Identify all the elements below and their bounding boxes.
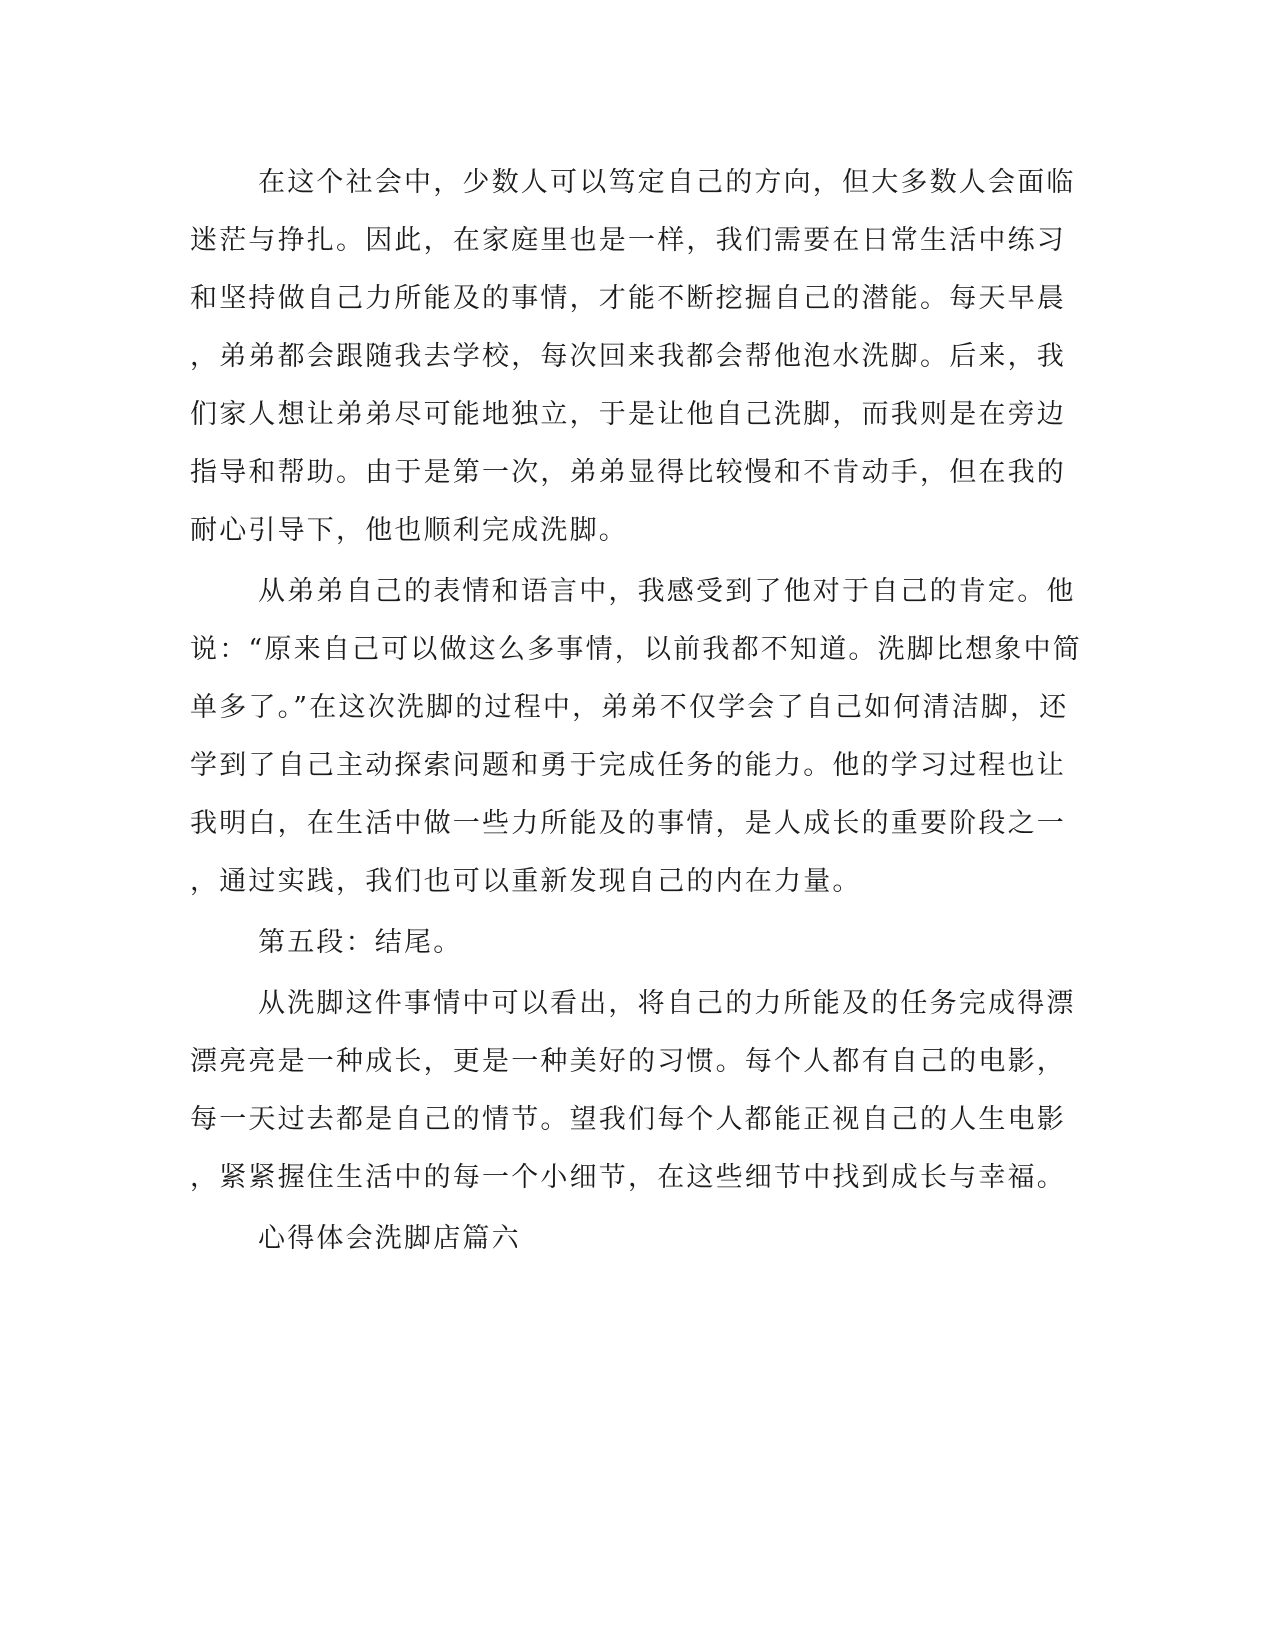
paragraph-1-line-7: 耐心引导下，他也顺利完成洗脚。 xyxy=(190,515,628,546)
paragraph-3-line-4: ，紧紧握住生活中的每一个小细节，在这些细节中找到成长与幸福。 xyxy=(190,1162,1066,1193)
paragraph-2-line-6: ，通过实践，我们也可以重新发现自己的内在力量。 xyxy=(190,866,862,897)
paragraph-1-line-4: ，弟弟都会跟随我去学校，每次回来我都会帮他泡水洗脚。后来，我 xyxy=(190,341,1066,372)
paragraph-3-line-2: 漂亮亮是一种成长，更是一种美好的习惯。每个人都有自己的电影， xyxy=(190,1046,1066,1077)
paragraph-1-line-2: 迷茫与挣扎。因此，在家庭里也是一样，我们需要在日常生活中练习 xyxy=(190,225,1066,256)
paragraph-3-line-1: 从洗脚这件事情中可以看出，将自己的力所能及的任务完成得漂 xyxy=(258,988,1076,1019)
paragraph-2-line-2: 说：“原来自己可以做这么多事情，以前我都不知道。洗脚比想象中简 xyxy=(190,634,1083,665)
paragraph-2-line-3: 单多了。”在这次洗脚的过程中，弟弟不仅学会了自己如何清洁脚，还 xyxy=(190,692,1069,723)
paragraph-3-line-3: 每一天过去都是自己的情节。望我们每个人都能正视自己的人生电影 xyxy=(190,1104,1066,1135)
section-heading: 第五段：结尾。 xyxy=(258,927,463,958)
paragraph-1-line-1: 在这个社会中，少数人可以笃定自己的方向，但大多数人会面临 xyxy=(258,167,1076,198)
paragraph-2-line-4: 学到了自己主动探索问题和勇于完成任务的能力。他的学习过程也让 xyxy=(190,750,1066,781)
paragraph-1-line-6: 指导和帮助。由于是第一次，弟弟显得比较慢和不肯动手，但在我的 xyxy=(190,457,1066,488)
paragraph-1-line-5: 们家人想让弟弟尽可能地独立，于是让他自己洗脚，而我则是在旁边 xyxy=(190,399,1066,430)
paragraph-2-line-5: 我明白，在生活中做一些力所能及的事情，是人成长的重要阶段之一 xyxy=(190,808,1066,839)
paragraph-1-line-3: 和坚持做自己力所能及的事情，才能不断挖掘自己的潜能。每天早晨 xyxy=(190,283,1066,314)
next-section-title: 心得体会洗脚店篇六 xyxy=(258,1223,521,1254)
paragraph-2-line-1: 从弟弟自己的表情和语言中，我感受到了他对于自己的肯定。他 xyxy=(258,576,1076,607)
